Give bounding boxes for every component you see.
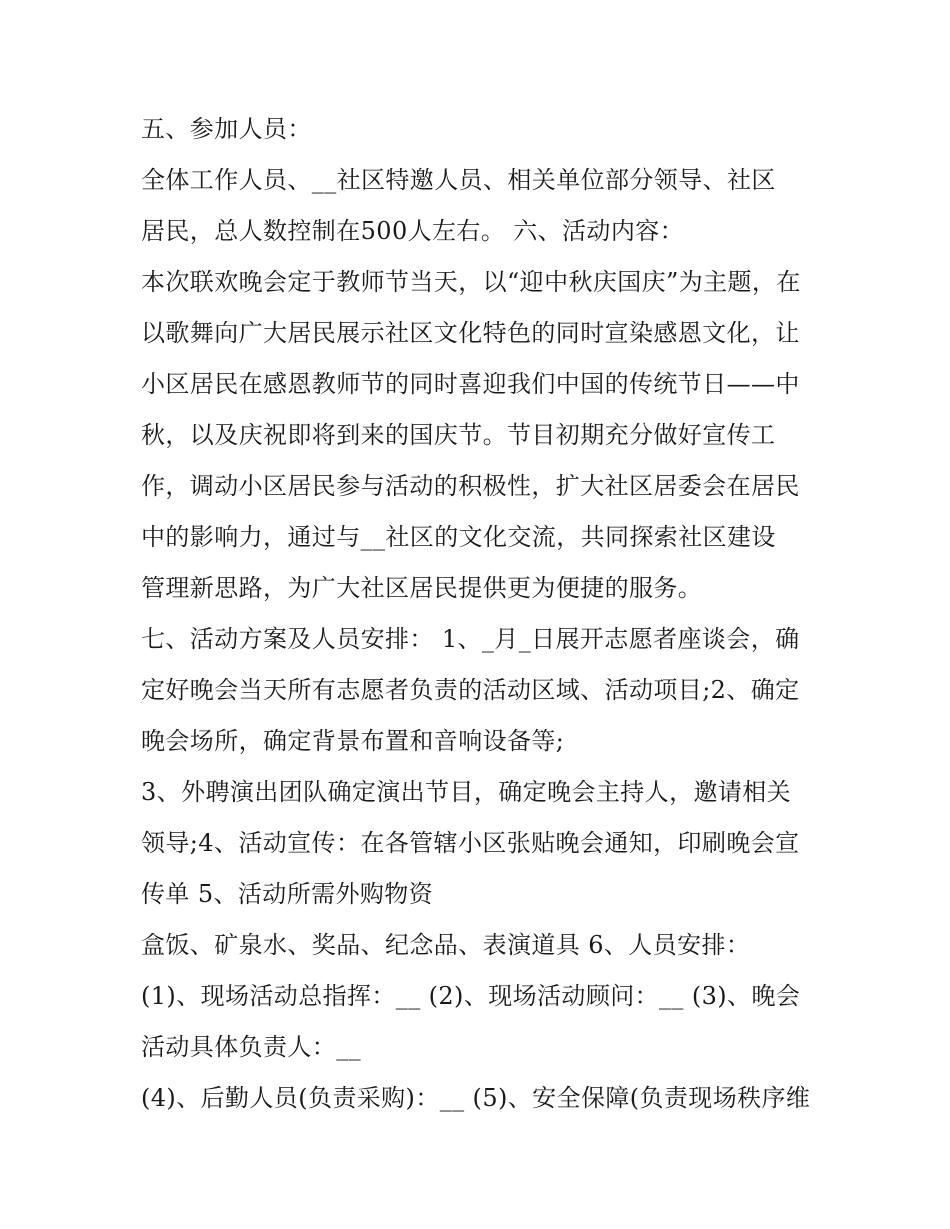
text-line: 定好晚会当天所有志愿者负责的活动区域、活动项目;2、确定: [141, 676, 800, 704]
text-line: (4)、后勤人员(负责采购)：__ (5)、安全保障(负责现场秩序维: [141, 1084, 811, 1112]
text-line: 七、活动方案及人员安排： 1、_月_日展开志愿者座谈会，确: [141, 625, 800, 653]
text-line: 领导;4、活动宣传：在各管辖小区张贴晚会通知，印刷晚会宣: [141, 829, 800, 857]
text-line: 小区居民在感恩教师节的同时喜迎我们中国的传统节日——中: [141, 370, 800, 398]
text-line: 居民，总人数控制在500人左右。 六、活动内容：: [141, 217, 685, 245]
text-line: 以歌舞向广大居民展示社区文化特色的同时宣染感恩文化，让: [141, 319, 800, 347]
text-line: 秋，以及庆祝即将到来的国庆节。节目初期充分做好宣传工: [141, 421, 776, 449]
text-line: 本次联欢晚会定于教师节当天，以“迎中秋庆国庆”为主题，在: [141, 268, 801, 296]
text-line: 五、参加人员：: [141, 115, 312, 143]
text-line: 全体工作人员、__社区特邀人员、相关单位部分领导、社区: [141, 166, 776, 194]
text-line: 盒饭、矿泉水、奖品、纪念品、表演道具 6、人员安排：: [141, 931, 751, 959]
text-line: (1)、现场活动总指挥：__ (2)、现场活动顾问：__ (3)、晚会: [141, 982, 801, 1010]
text-line: 管理新思路，为广大社区居民提供更为便捷的服务。: [141, 574, 703, 602]
text-line: 晚会场所，确定背景布置和音响设备等;: [141, 727, 565, 755]
text-line: 中的影响力，通过与__社区的文化交流，共同探索社区建设: [141, 523, 776, 551]
text-line: 传单 5、活动所需外购物资: [141, 880, 434, 908]
text-line: 作，调动小区居民参与活动的积极性，扩大社区居委会在居民: [141, 472, 800, 500]
text-line: 活动具体负责人：__: [141, 1033, 361, 1061]
text-line: 3、外聘演出团队确定演出节目，确定晚会主持人，邀请相关: [141, 778, 792, 806]
